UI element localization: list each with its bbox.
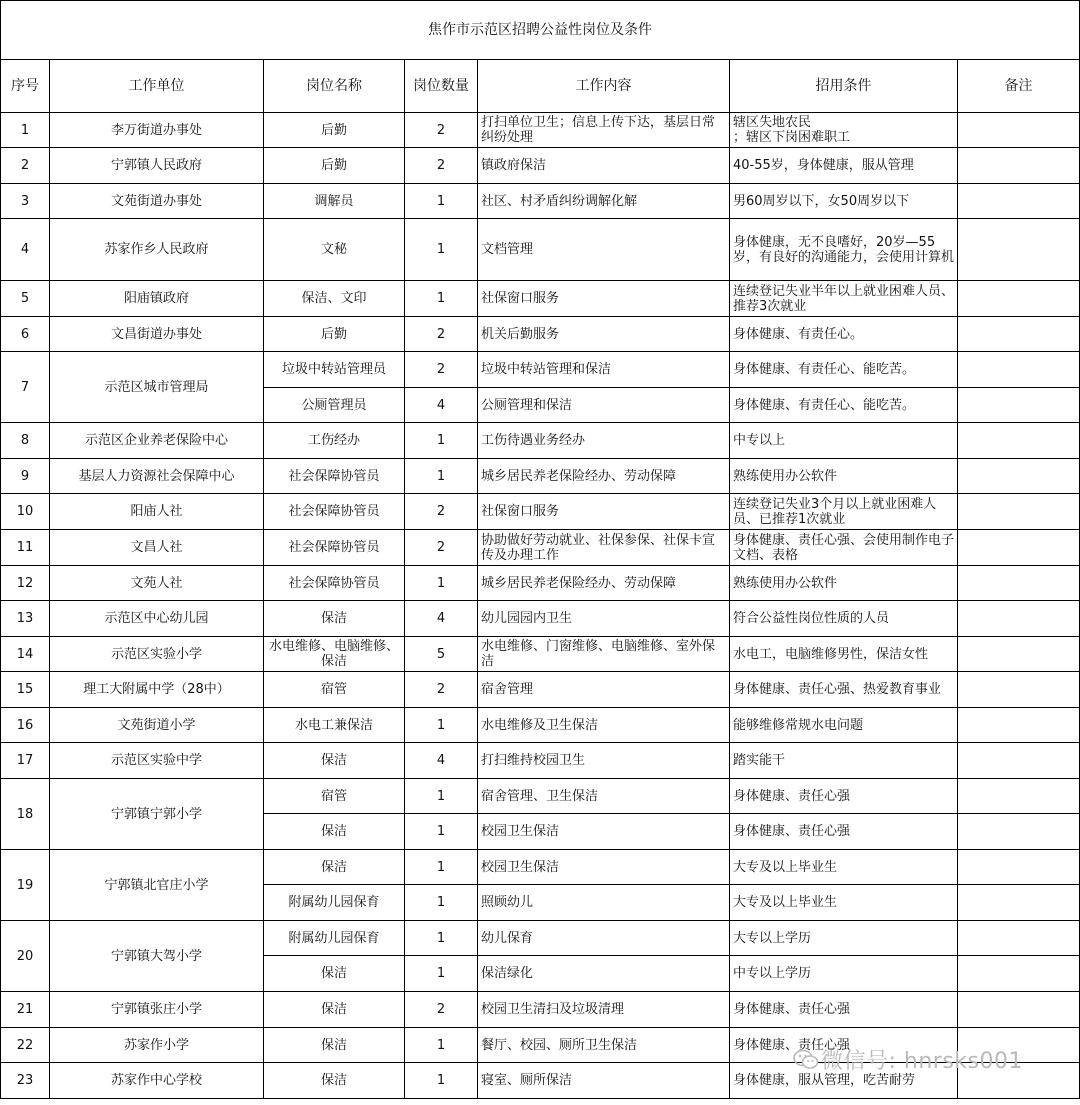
cell-content: 照顾幼儿 bbox=[478, 885, 730, 921]
cell-count: 1 bbox=[405, 184, 478, 219]
cell-count: 1 bbox=[405, 1063, 478, 1099]
cell-notes bbox=[958, 113, 1080, 148]
cell-conditions: 身体健康，无不良嗜好，20岁—55岁，有良好的沟通能力，会使用计算机 bbox=[730, 219, 958, 281]
cell-notes bbox=[958, 601, 1080, 637]
table-row bbox=[1, 566, 1080, 601]
cell-conditions: 能够维修常规水电问题 bbox=[730, 708, 958, 743]
table-row bbox=[1, 148, 1080, 184]
cell-post: 保洁、文印 bbox=[264, 281, 405, 317]
cell-notes bbox=[958, 148, 1080, 184]
cell-no: 1 bbox=[1, 113, 50, 148]
cell-content: 校园卫生保洁 bbox=[478, 850, 730, 885]
cell-notes bbox=[958, 494, 1080, 530]
cell-content: 宿舍管理、卫生保洁 bbox=[478, 779, 730, 814]
table-row bbox=[1, 637, 1080, 672]
cell-content: 打扫单位卫生；信息上传下达，基层日常纠纷处理 bbox=[478, 113, 730, 148]
cell-post: 保洁 bbox=[264, 992, 405, 1028]
cell-no: 3 bbox=[1, 184, 50, 219]
cell-unit: 宁郭镇宁郭小学 bbox=[50, 779, 264, 850]
table-row bbox=[1, 494, 1080, 530]
cell-conditions: 踏实能干 bbox=[730, 743, 958, 779]
cell-notes bbox=[958, 459, 1080, 494]
cell-conditions: 身体健康、责任心强、会使用制作电子文档、表格 bbox=[730, 530, 958, 566]
cell-content: 公厕管理和保洁 bbox=[478, 388, 730, 423]
header-row bbox=[1, 60, 1080, 113]
cell-count: 1 bbox=[405, 1028, 478, 1063]
cell-content: 校园卫生清扫及垃圾清理 bbox=[478, 992, 730, 1028]
cell-post: 保洁 bbox=[264, 743, 405, 779]
cell-unit: 文苑街道办事处 bbox=[50, 184, 264, 219]
cell-no: 19 bbox=[1, 850, 50, 921]
cell-no: 21 bbox=[1, 992, 50, 1028]
cell-count: 1 bbox=[405, 281, 478, 317]
cell-post: 后勤 bbox=[264, 113, 405, 148]
cell-unit: 文苑街道小学 bbox=[50, 708, 264, 743]
cell-conditions: 辖区失地农民 ；辖区下岗困难职工 bbox=[730, 113, 958, 148]
cell-unit: 示范区实验中学 bbox=[50, 743, 264, 779]
cell-notes bbox=[958, 184, 1080, 219]
cell-no: 17 bbox=[1, 743, 50, 779]
cell-conditions: 大专及以上毕业生 bbox=[730, 850, 958, 885]
cell-post: 社会保障协管员 bbox=[264, 494, 405, 530]
cell-post: 保洁 bbox=[264, 814, 405, 850]
cell-unit: 宁郭镇张庄小学 bbox=[50, 992, 264, 1028]
cell-count: 2 bbox=[405, 494, 478, 530]
cell-post: 调解员 bbox=[264, 184, 405, 219]
cell-content: 社区、村矛盾纠纷调解化解 bbox=[478, 184, 730, 219]
cell-conditions: 身体健康、责任心强、热爱教育事业 bbox=[730, 672, 958, 708]
cell-notes bbox=[958, 779, 1080, 814]
cell-unit: 苏家作乡人民政府 bbox=[50, 219, 264, 281]
wechat-icon bbox=[793, 1049, 819, 1071]
cell-notes bbox=[958, 743, 1080, 779]
cell-content: 校园卫生保洁 bbox=[478, 814, 730, 850]
cell-notes bbox=[958, 566, 1080, 601]
cell-unit: 基层人力资源社会保障中心 bbox=[50, 459, 264, 494]
cell-post: 后勤 bbox=[264, 148, 405, 184]
cell-count: 2 bbox=[405, 148, 478, 184]
table-row bbox=[1, 113, 1080, 148]
cell-no: 23 bbox=[1, 1063, 50, 1099]
cell-count: 2 bbox=[405, 672, 478, 708]
cell-notes bbox=[958, 352, 1080, 388]
cell-count: 1 bbox=[405, 885, 478, 921]
header-post: 岗位名称 bbox=[264, 60, 405, 113]
cell-count: 2 bbox=[405, 530, 478, 566]
cell-count: 1 bbox=[405, 956, 478, 992]
cell-notes bbox=[958, 423, 1080, 459]
cell-conditions: 中专以上学历 bbox=[730, 956, 958, 992]
cell-conditions: 身体健康、责任心强 bbox=[730, 814, 958, 850]
cell-content: 城乡居民养老保险经办、劳动保障 bbox=[478, 566, 730, 601]
cell-unit: 阳庙镇政府 bbox=[50, 281, 264, 317]
cell-content: 餐厅、校园、厕所卫生保洁 bbox=[478, 1028, 730, 1063]
cell-count: 1 bbox=[405, 459, 478, 494]
cell-count: 1 bbox=[405, 219, 478, 281]
cell-post: 公厕管理员 bbox=[264, 388, 405, 423]
title-row bbox=[1, 1, 1080, 60]
cell-conditions: 符合公益性岗位性质的人员 bbox=[730, 601, 958, 637]
cell-post: 保洁 bbox=[264, 1063, 405, 1099]
cell-count: 1 bbox=[405, 850, 478, 885]
cell-count: 2 bbox=[405, 352, 478, 388]
cell-no: 16 bbox=[1, 708, 50, 743]
cell-notes bbox=[958, 530, 1080, 566]
cell-post: 水电维修、电脑维修、保洁 bbox=[264, 637, 405, 672]
cell-count: 5 bbox=[405, 637, 478, 672]
cell-unit: 示范区城市管理局 bbox=[50, 352, 264, 423]
cell-unit: 示范区企业养老保险中心 bbox=[50, 423, 264, 459]
cell-post: 宿管 bbox=[264, 672, 405, 708]
header-conditions: 招用条件 bbox=[730, 60, 958, 113]
cell-count: 2 bbox=[405, 992, 478, 1028]
cell-count: 4 bbox=[405, 743, 478, 779]
cell-no: 11 bbox=[1, 530, 50, 566]
cell-post: 后勤 bbox=[264, 317, 405, 352]
table-title: 焦作市示范区招聘公益性岗位及条件 bbox=[1, 1, 1080, 60]
cell-content: 文档管理 bbox=[478, 219, 730, 281]
cell-count: 1 bbox=[405, 814, 478, 850]
cell-content: 打扫维持校园卫生 bbox=[478, 743, 730, 779]
cell-conditions: 连续登记失业半年以上就业困难人员、推荐3次就业 bbox=[730, 281, 958, 317]
cell-no: 4 bbox=[1, 219, 50, 281]
cell-content: 城乡居民养老保险经办、劳动保障 bbox=[478, 459, 730, 494]
table-row bbox=[1, 219, 1080, 281]
cell-content: 社保窗口服务 bbox=[478, 494, 730, 530]
cell-unit: 文苑人社 bbox=[50, 566, 264, 601]
cell-count: 2 bbox=[405, 317, 478, 352]
cell-post: 保洁 bbox=[264, 601, 405, 637]
cell-post: 社会保障协管员 bbox=[264, 530, 405, 566]
cell-notes bbox=[958, 885, 1080, 921]
cell-count: 1 bbox=[405, 708, 478, 743]
cell-conditions: 男60周岁以下，女50周岁以下 bbox=[730, 184, 958, 219]
cell-post: 垃圾中转站管理员 bbox=[264, 352, 405, 388]
cell-notes bbox=[958, 921, 1080, 956]
cell-post: 社会保障协管员 bbox=[264, 566, 405, 601]
cell-unit: 示范区中心幼儿园 bbox=[50, 601, 264, 637]
cell-unit: 李万街道办事处 bbox=[50, 113, 264, 148]
cell-unit: 苏家作小学 bbox=[50, 1028, 264, 1063]
cell-unit: 阳庙人社 bbox=[50, 494, 264, 530]
cell-conditions: 熟练使用办公软件 bbox=[730, 566, 958, 601]
cell-conditions: 大专以上学历 bbox=[730, 921, 958, 956]
table-row bbox=[1, 921, 1080, 956]
cell-conditions: 连续登记失业3个月以上就业困难人员、已推荐1次就业 bbox=[730, 494, 958, 530]
table-row bbox=[1, 992, 1080, 1028]
header-no: 序号 bbox=[1, 60, 50, 113]
cell-notes bbox=[958, 637, 1080, 672]
cell-notes bbox=[958, 850, 1080, 885]
cell-content: 工伤待遇业务经办 bbox=[478, 423, 730, 459]
cell-no: 6 bbox=[1, 317, 50, 352]
cell-count: 4 bbox=[405, 601, 478, 637]
cell-conditions: 身体健康、责任心强 bbox=[730, 1028, 958, 1063]
cell-post: 社会保障协管员 bbox=[264, 459, 405, 494]
table-row bbox=[1, 281, 1080, 317]
table-row bbox=[1, 317, 1080, 352]
cell-no: 15 bbox=[1, 672, 50, 708]
cell-unit: 宁郭镇人民政府 bbox=[50, 148, 264, 184]
header-count: 岗位数量 bbox=[405, 60, 478, 113]
cell-notes bbox=[958, 317, 1080, 352]
cell-no: 22 bbox=[1, 1028, 50, 1063]
cell-no: 14 bbox=[1, 637, 50, 672]
table-row bbox=[1, 423, 1080, 459]
cell-count: 2 bbox=[405, 113, 478, 148]
cell-notes bbox=[958, 672, 1080, 708]
cell-notes bbox=[958, 992, 1080, 1028]
cell-content: 协助做好劳动就业、社保参保、社保卡宣传及办理工作 bbox=[478, 530, 730, 566]
table-row bbox=[1, 708, 1080, 743]
cell-content: 宿舍管理 bbox=[478, 672, 730, 708]
cell-unit: 苏家作中心学校 bbox=[50, 1063, 264, 1099]
cell-count: 1 bbox=[405, 423, 478, 459]
cell-post: 附属幼儿园保育 bbox=[264, 921, 405, 956]
cell-no: 9 bbox=[1, 459, 50, 494]
cell-count: 4 bbox=[405, 388, 478, 423]
header-content: 工作内容 bbox=[478, 60, 730, 113]
cell-content: 水电维修、门窗维修、电脑维修、室外保洁 bbox=[478, 637, 730, 672]
cell-no: 13 bbox=[1, 601, 50, 637]
cell-no: 2 bbox=[1, 148, 50, 184]
cell-notes bbox=[958, 281, 1080, 317]
table-row bbox=[1, 743, 1080, 779]
table-row bbox=[1, 601, 1080, 637]
cell-count: 1 bbox=[405, 921, 478, 956]
cell-no: 7 bbox=[1, 352, 50, 423]
cell-count: 1 bbox=[405, 566, 478, 601]
cell-post: 保洁 bbox=[264, 956, 405, 992]
cell-no: 12 bbox=[1, 566, 50, 601]
cell-post: 附属幼儿园保育 bbox=[264, 885, 405, 921]
cell-conditions: 身体健康、有责任心、能吃苦。 bbox=[730, 352, 958, 388]
cell-notes bbox=[958, 388, 1080, 423]
cell-conditions: 身体健康、责任心强 bbox=[730, 779, 958, 814]
cell-post: 保洁 bbox=[264, 850, 405, 885]
cell-conditions: 水电工，电脑维修男性，保洁女性 bbox=[730, 637, 958, 672]
cell-no: 5 bbox=[1, 281, 50, 317]
cell-unit: 理工大附属中学（28中） bbox=[50, 672, 264, 708]
table-row bbox=[1, 459, 1080, 494]
header-unit: 工作单位 bbox=[50, 60, 264, 113]
cell-count: 1 bbox=[405, 779, 478, 814]
cell-post: 宿管 bbox=[264, 779, 405, 814]
cell-post: 工伤经办 bbox=[264, 423, 405, 459]
cell-content: 垃圾中转站管理和保洁 bbox=[478, 352, 730, 388]
cell-unit: 文昌人社 bbox=[50, 530, 264, 566]
cell-conditions: 身体健康、有责任心、能吃苦。 bbox=[730, 388, 958, 423]
cell-unit: 宁郭镇北官庄小学 bbox=[50, 850, 264, 921]
cell-conditions: 身体健康、有责任心。 bbox=[730, 317, 958, 352]
cell-content: 幼儿园园内卫生 bbox=[478, 601, 730, 637]
cell-content: 幼儿保育 bbox=[478, 921, 730, 956]
cell-no: 8 bbox=[1, 423, 50, 459]
wechat-watermark bbox=[793, 1044, 1023, 1075]
cell-post: 保洁 bbox=[264, 1028, 405, 1063]
cell-conditions: 大专及以上毕业生 bbox=[730, 885, 958, 921]
cell-content: 保洁绿化 bbox=[478, 956, 730, 992]
cell-content: 社保窗口服务 bbox=[478, 281, 730, 317]
cell-unit: 示范区实验小学 bbox=[50, 637, 264, 672]
table-row bbox=[1, 530, 1080, 566]
cell-post: 文秘 bbox=[264, 219, 405, 281]
cell-conditions: 40-55岁，身体健康，服从管理 bbox=[730, 148, 958, 184]
cell-conditions: 身体健康、责任心强 bbox=[730, 992, 958, 1028]
table-row bbox=[1, 779, 1080, 814]
cell-content: 寝室、厕所保洁 bbox=[478, 1063, 730, 1099]
cell-notes bbox=[958, 708, 1080, 743]
cell-no: 18 bbox=[1, 779, 50, 850]
table-row bbox=[1, 352, 1080, 388]
cell-no: 20 bbox=[1, 921, 50, 992]
cell-unit: 文昌街道办事处 bbox=[50, 317, 264, 352]
header-notes: 备注 bbox=[958, 60, 1080, 113]
cell-content: 水电维修及卫生保洁 bbox=[478, 708, 730, 743]
cell-post: 水电工兼保洁 bbox=[264, 708, 405, 743]
cell-conditions: 身体健康，服从管理，吃苦耐劳 bbox=[730, 1063, 958, 1099]
table-row bbox=[1, 184, 1080, 219]
cell-conditions: 熟练使用办公软件 bbox=[730, 459, 958, 494]
cell-notes bbox=[958, 219, 1080, 281]
cell-notes bbox=[958, 814, 1080, 850]
cell-no: 10 bbox=[1, 494, 50, 530]
cell-unit: 宁郭镇大驾小学 bbox=[50, 921, 264, 992]
cell-notes bbox=[958, 956, 1080, 992]
table-row bbox=[1, 672, 1080, 708]
cell-conditions: 中专以上 bbox=[730, 423, 958, 459]
cell-content: 镇政府保洁 bbox=[478, 148, 730, 184]
watermark-text: 微信号: hnrsks001 bbox=[821, 1049, 1023, 1074]
table-row bbox=[1, 850, 1080, 885]
cell-content: 机关后勤服务 bbox=[478, 317, 730, 352]
